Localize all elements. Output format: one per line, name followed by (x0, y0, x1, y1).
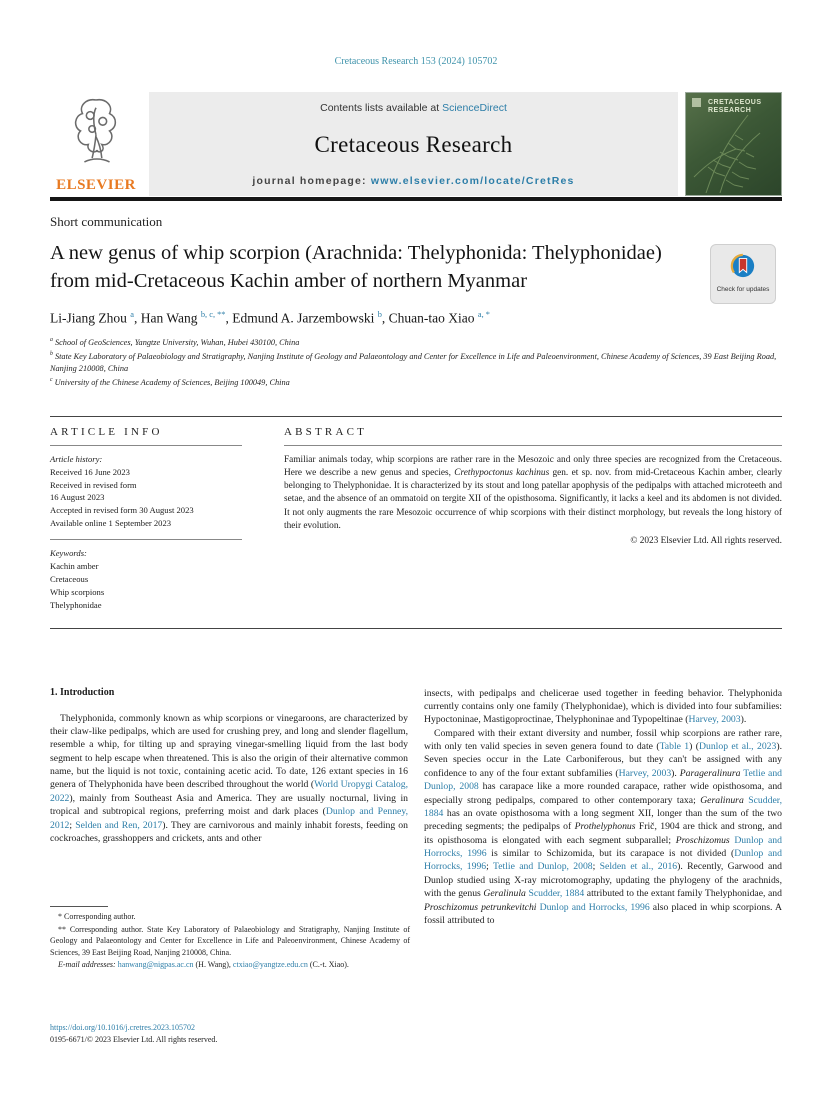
inline-link[interactable]: ctxiao@yangtze.edu.cn (232, 960, 308, 970)
inline-link[interactable]: Scudder, 1884 (528, 888, 585, 900)
text-segment: Proschizomus (675, 834, 730, 846)
text-segment: attributed to the extant family Thelyphonidae, and (584, 888, 782, 900)
inline-link[interactable]: Harvey, 2003 (618, 767, 672, 779)
history-line: 16 August 2023 (50, 492, 105, 503)
homepage-line (252, 175, 574, 187)
text-segment: ; (486, 861, 493, 873)
text-segment: * Corresponding author. (58, 912, 136, 921)
body-left-column (50, 687, 408, 928)
inline-link[interactable]: Table 1 (659, 741, 690, 753)
text-segment: ). Seven species occur in the Late Carboniferous, but they can't be assigned with any confidence to any of the four extant subfamilies ( (424, 741, 783, 779)
text-segment: (H. Wang), (193, 960, 233, 970)
text-segment: insects, with pedipalps and chelicerae used together in feeding behavior. Thelyphonida currently contains only one family (Thelyphonidae), which is divided into four subfamilies: Hypoctoninae, Mastigoproctinae, Thelyphoninae and Typopeltinae ( (424, 687, 782, 726)
text-segment: (C.-t. Xiao). (307, 960, 349, 970)
text-segment: Prothelyphonus (574, 821, 636, 833)
history-line: Received 16 June 2023 (50, 466, 130, 477)
text-segment: , Han Wang (133, 310, 201, 326)
affiliation-b (50, 350, 782, 376)
keywords-block (50, 540, 242, 611)
history-line: Available online 1 September 2023 (50, 518, 172, 529)
inline-link[interactable]: Dunlop and Horrocks, 1996 (539, 901, 650, 913)
doi-link[interactable]: https://doi.org/10.1016/j.cretres.2023.105702 (50, 1023, 195, 1032)
cover-journal-title: CRETACEOUS RESEARCH (708, 99, 762, 115)
keyword: Whip scorpions (50, 586, 105, 597)
introduction-paragraph-continued (424, 687, 782, 727)
text-segment: Compared with their extant diversity and number, fossil whip scorpions are rather rare, with only ten valid species in seven genera found to date ( (424, 727, 782, 753)
footnotes (50, 906, 410, 972)
abstract-column (284, 417, 782, 612)
article-info-column (50, 417, 242, 612)
inline-link[interactable]: Dunlop and Horrocks, 1996 (424, 848, 782, 873)
text-segment: ) ( (689, 741, 699, 753)
text-segment: has an ovate opisthosoma with a long segment XII, longer than the sum of the two preceding segments; the pedipalps of (424, 807, 782, 833)
text-segment: b (50, 350, 53, 357)
text-segment: c (50, 377, 53, 384)
text-segment: Proschizomus petrunkevitchi (424, 901, 537, 913)
introduction-paragraph-2 (424, 727, 782, 928)
elsevier-logo (50, 92, 142, 196)
header-divider (50, 197, 782, 201)
affiliation-c (50, 376, 782, 390)
inline-link[interactable]: www.elsevier.com/locate/CretRes (370, 175, 575, 187)
abstract-header: ABSTRACT (284, 417, 782, 446)
check-for-updates-badge[interactable] (710, 244, 776, 304)
text-segment: ). (740, 714, 747, 726)
text-segment: also placed in whip scorpions. A fossil attributed to (424, 901, 782, 926)
inline-link[interactable]: Dunlop et al., 2023 (698, 741, 777, 753)
corresponding-author-note (50, 911, 410, 923)
article-identifiers (50, 1022, 217, 1046)
text-segment: gen. et sp. nov. from mid-Cretaceous Kachin amber, clearly belonging to Thelyphonidae. It is characterized by its stout and long patellar apophysis of the pedipalps with attached microteeth and setae, and the absence of an ommatoid on tergite XII of the opisthosoma. Significantly, it lacks a keel and its abdomen is not divided. It not only augments the rare Mesozoic occurrence of whip scorpions with their distinct morphology, but reveals the long history of their evolution. (284, 467, 782, 531)
elsevier-tree-icon (67, 94, 125, 171)
text-segment: , Chuan-tao Xiao (381, 310, 478, 326)
text-segment: E-mail addresses: (58, 960, 118, 970)
inline-link[interactable]: Tetlie and Dunlop, 2008 (492, 861, 593, 873)
text-segment: a (130, 309, 134, 319)
text-segment: Familiar animals today, whip scorpions are rather rare in the Mesozoic and only three species are recognized from the Cretaceous. Here we describe a new genus and species, (284, 454, 782, 478)
inline-link[interactable]: World Uropygi Catalog, 2022 (50, 779, 408, 804)
keywords-label: Keywords: (50, 548, 87, 559)
text-segment: a, * (477, 309, 490, 319)
inline-link[interactable]: ScienceDirect (442, 102, 507, 114)
text-segment: ; (592, 861, 600, 873)
text-segment: University of the Chinese Academy of Sciences, Beijing 100049, China (52, 377, 290, 387)
journal-title: Cretaceous Research (314, 131, 513, 157)
affiliation-a (50, 336, 782, 350)
contents-line (320, 102, 507, 114)
inline-link[interactable]: Scudder, 1884 (424, 794, 782, 819)
journal-cover-thumbnail (685, 92, 782, 196)
text-segment: ), mainly from Southeast Asia and America. They are usually nocturnal, living in tropical and subtropical regions, preferring moist and dark places ( (50, 792, 408, 818)
article-info-abstract-section (50, 416, 782, 629)
journal-reference: Cretaceous Research 153 (2024) 105702 (334, 56, 498, 67)
email-addresses-note (50, 959, 410, 971)
text-segment: Geralinura (700, 794, 744, 806)
text-segment: b, c, ** (200, 309, 226, 319)
abstract-text (284, 446, 782, 533)
article-history-label: Article history: (50, 453, 103, 464)
article-info-header: ARTICLE INFO (50, 417, 242, 446)
elsevier-wordmark: ELSEVIER (56, 177, 136, 193)
history-line: Received in revised form (50, 479, 137, 490)
section-heading-introduction: 1. Introduction (50, 686, 115, 698)
inline-link[interactable]: Dunlop and Horrocks, 1996 (424, 834, 782, 860)
affiliations (50, 336, 782, 390)
text-segment: ** Corresponding author. State Key Laboratory of Palaeobiology and Stratigraphy, Nanjing Institute of Geology and Palaeontology and Center for Excellence in Life and Paleoenvironment, Chinese Academy of Sciences, 39 East Beijing Road, Nanjing 210008, China. (50, 924, 410, 957)
abstract-copyright: © 2023 Elsevier Ltd. All rights reserved. (630, 535, 782, 546)
article-title: A new genus of whip scorpion (Arachnida: Thelyphonida: Thelyphonidae) from mid-Cretaceous Kachin amber of northern Myanmar (50, 242, 662, 293)
text-segment: a (50, 337, 53, 344)
text-segment: Frič, 1904 are thick and strong, and its opisthosoma is elongated with each segment subparallel; (424, 821, 782, 846)
issn-copyright-line: 0195-6671/© 2023 Elsevier Ltd. All rights reserved. (50, 1035, 218, 1044)
inline-link[interactable]: hanwang@nigpas.ac.cn (117, 960, 194, 970)
text-segment: b (377, 309, 382, 319)
keyword: Cretaceous (50, 573, 89, 584)
text-segment: Geralinula (483, 888, 526, 900)
text-segment: Thelyphonida, commonly known as whip scorpions or vinegaroons, are characterized by their claw-like pedipalps, which are used for crushing prey, and long and slender flagellum, resemble a whip, for tilting up and spraying vinegar-smelling liquid from the last body segment to help escape when threatened. This is also the origin of their alternative common name, but the liquid is not toxic, containing acetic acid. To date, 126 extant species in 16 genera of Thelyphonida have been described throughout the world ( (50, 712, 408, 791)
article-body (50, 687, 782, 928)
article-history (50, 446, 242, 540)
text-segment: , Edmund A. Jarzembowski (225, 310, 378, 326)
author-list (50, 310, 782, 327)
text-segment: Li-Jiang Zhou (50, 310, 131, 326)
check-for-updates-label: Check for updates (716, 286, 770, 294)
article-type-label: Short communication (50, 214, 163, 229)
inline-link[interactable]: Selden et al., 2016 (599, 861, 678, 873)
title-row (50, 239, 782, 296)
cover-emblem (692, 98, 701, 107)
text-segment: Crethypoctonus kachinus (454, 467, 550, 478)
keyword: Kachin amber (50, 561, 99, 572)
inline-link[interactable]: Selden and Ren, 2017 (75, 819, 163, 831)
text-segment: ). (671, 767, 680, 779)
introduction-paragraph (50, 712, 408, 846)
keyword: Thelyphonidae (50, 599, 102, 610)
text-segment: State Key Laboratory of Palaeobiology and Stratigraphy, Nanjing Institute of Geology and Palaeontology and Center for Excellence in Life and Paleoenvironment, Chinese Academy of Sciences, 39 East Beijing Road, Nanjing 210008, China (50, 351, 777, 374)
text-segment: is similar to Schizomida, but its carapace is not divided ( (486, 848, 735, 860)
text-segment: Parageralinura (679, 767, 741, 779)
text-segment: ; (69, 819, 76, 831)
inline-link[interactable]: Dunlop and Penney, 2012 (50, 806, 408, 831)
footnote-divider (50, 906, 108, 907)
journal-banner (149, 92, 678, 196)
text-segment: journal homepage: (252, 175, 371, 187)
inline-link[interactable]: Tetlie and Dunlop, 2008 (424, 767, 783, 793)
corresponding-author-note-2 (50, 924, 410, 959)
text-segment: ). They are carnivorous and mainly inhabit forests, feeding on cockroaches, grasshoppers and crickets, ants and other (50, 819, 408, 844)
text-segment: ). Recently, Garwood and Dunlop studied using X-ray microtomography, updating the phylogeny of the arachnids, with the genus (424, 861, 782, 900)
text-segment: has carapace like a more rounded carapace, rather wide opisthosoma, and especially strong pedipalps, compared to other contemporary taxa; (424, 781, 782, 806)
inline-link[interactable]: Harvey, 2003 (688, 714, 741, 726)
history-line: Accepted in revised form 30 August 2023 (50, 505, 194, 516)
text-segment: School of GeoSciences, Yangtze University, Wuhan, Hubei 430100, China (52, 337, 300, 347)
text-segment: Contents lists available at (320, 102, 443, 114)
body-right-column (424, 687, 782, 928)
journal-header (50, 92, 782, 196)
check-for-updates-icon (730, 253, 756, 284)
